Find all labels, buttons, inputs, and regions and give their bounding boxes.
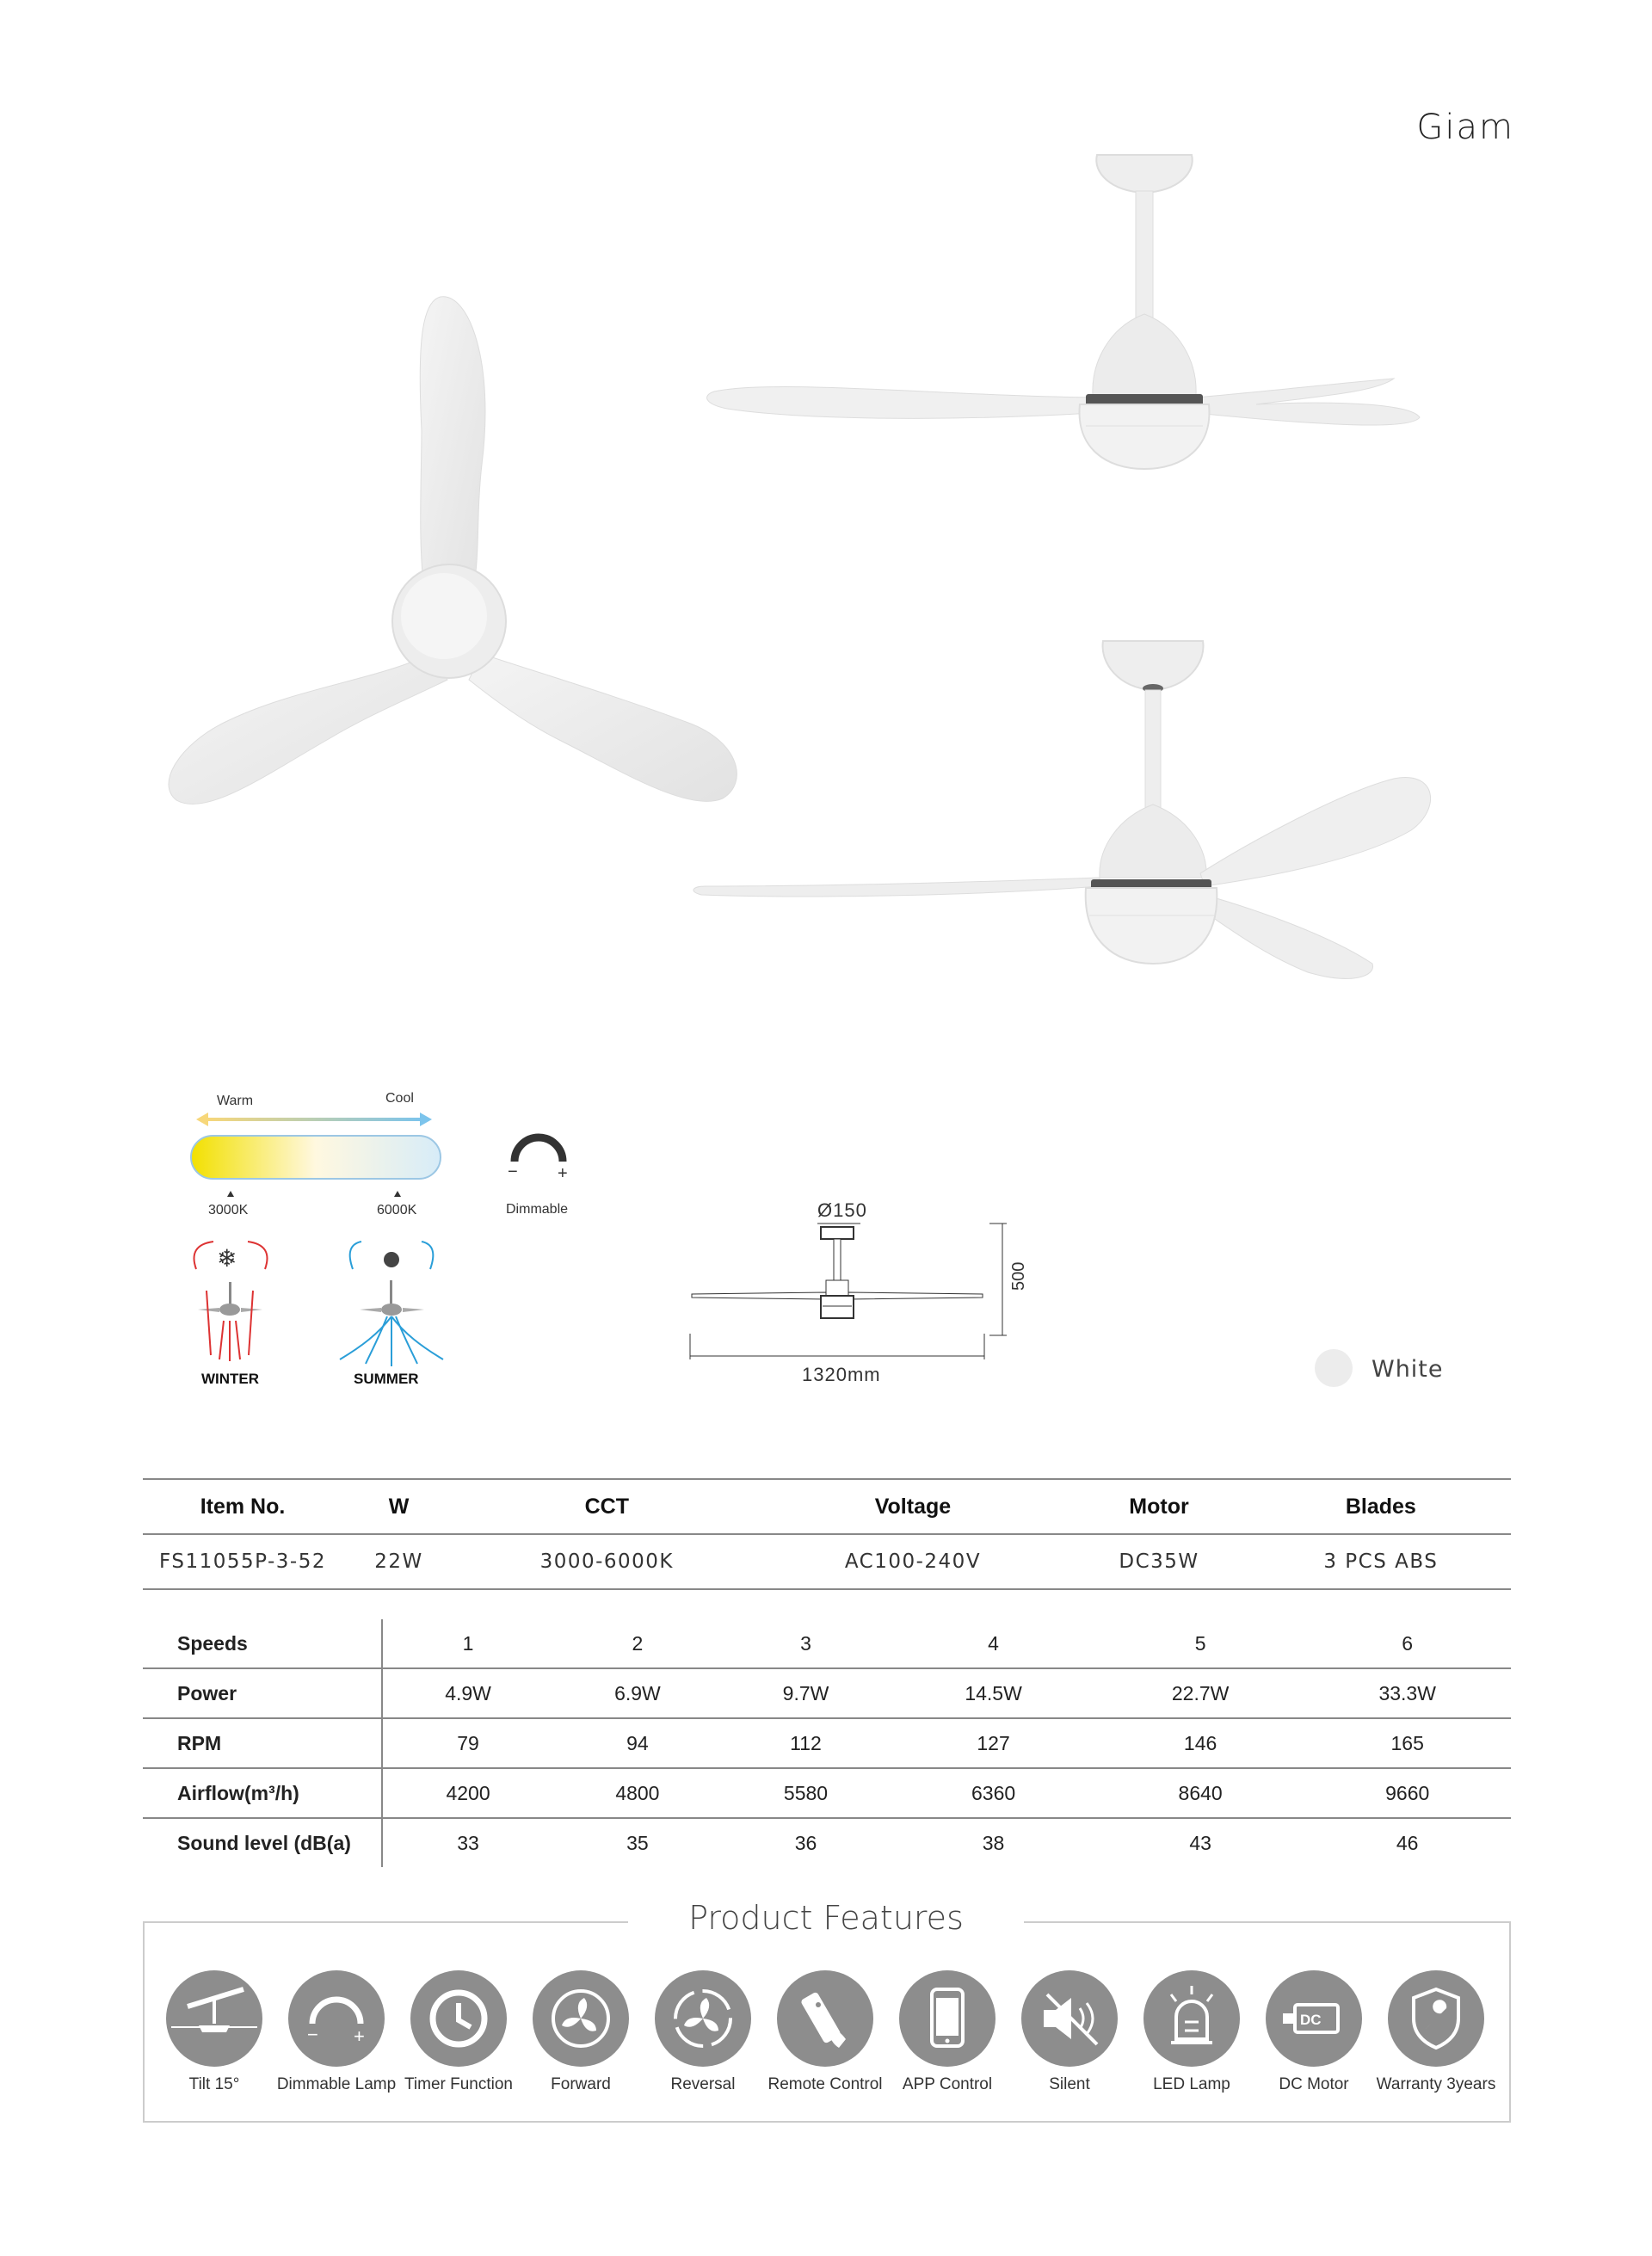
table-cell: 165	[1304, 1718, 1511, 1768]
table-cell: 8640	[1097, 1768, 1304, 1818]
table-cell: 6	[1304, 1619, 1511, 1668]
color-name: White	[1372, 1356, 1444, 1383]
dimension-drawing	[680, 1187, 1028, 1394]
feature-warranty: Warranty 3years	[1375, 1970, 1497, 2094]
spec-cell: DC35W	[1067, 1534, 1250, 1589]
speed-table	[143, 1619, 1511, 1867]
power-row	[143, 1668, 1511, 1718]
row-label: RPM	[143, 1718, 382, 1768]
table-cell: 146	[1097, 1718, 1304, 1768]
remote-icon	[777, 1970, 873, 2067]
table-cell: 6.9W	[553, 1668, 722, 1718]
speed-row	[143, 1619, 1511, 1668]
forward-icon	[533, 1970, 629, 2067]
table-cell: 127	[890, 1718, 1097, 1768]
color-swatch-white[interactable]	[1315, 1349, 1353, 1387]
table-cell: 4.9W	[382, 1668, 553, 1718]
svg-text:+: +	[558, 1164, 568, 1183]
tilt-icon	[166, 1970, 262, 2067]
width-label: 1320mm	[802, 1364, 881, 1385]
table-cell: 33	[457, 1831, 479, 1854]
cool-label: Cool	[385, 1091, 414, 1106]
feature-led: LED Lamp	[1131, 1970, 1253, 2094]
table-cell: 46	[1396, 1831, 1419, 1854]
svg-text:−: −	[508, 1162, 518, 1181]
svg-text:❄: ❄	[217, 1245, 237, 1272]
table-cell: 22.7W	[1097, 1668, 1304, 1718]
table-cell: 5	[1097, 1619, 1304, 1668]
phone-icon	[899, 1970, 996, 2067]
fan-angled-view	[693, 641, 1431, 978]
table-cell: 94	[553, 1718, 722, 1768]
summer-airflow-icon	[340, 1242, 443, 1366]
table-cell: 1	[382, 1619, 553, 1668]
feature-silent: Silent	[1008, 1970, 1131, 2094]
feature-timer: Timer Function	[398, 1970, 520, 2094]
product-images	[0, 0, 1652, 1032]
table-cell: 4	[890, 1619, 1097, 1668]
features-title: Product Features	[628, 1899, 1024, 1937]
fan-side-view	[707, 155, 1420, 469]
warranty-icon	[1388, 1970, 1484, 2067]
spec-cell: 3 PCS ABS	[1251, 1534, 1511, 1589]
spec-header: Blades	[1251, 1479, 1511, 1534]
spec-cell: FS11055P-3-52	[143, 1534, 342, 1589]
dimmable-label: Dimmable	[506, 1202, 569, 1217]
timer-icon	[410, 1970, 507, 2067]
row-label: Power	[143, 1668, 382, 1718]
table-cell: 3	[722, 1619, 891, 1668]
sound-row	[143, 1818, 1511, 1867]
table-cell: 33.3W	[1304, 1668, 1511, 1718]
rpm-row	[143, 1718, 1511, 1768]
feature-tilt: Tilt 15°	[153, 1970, 275, 2094]
fan-top-view	[169, 297, 737, 804]
summer-label: SUMMER	[354, 1371, 419, 1387]
spec-header: Voltage	[759, 1479, 1068, 1534]
spec-header: CCT	[455, 1479, 759, 1534]
spec-table	[143, 1478, 1511, 1590]
table-cell: 9660	[1304, 1768, 1511, 1818]
table-cell: 2	[553, 1619, 722, 1668]
model-name: Giam	[1416, 108, 1514, 147]
svg-text:−: −	[307, 2024, 318, 2045]
warm-label: Warm	[217, 1094, 254, 1108]
mute-icon	[1021, 1970, 1118, 2067]
spec-cell: 3000-6000K	[455, 1534, 759, 1589]
height-label: 500	[1009, 1261, 1028, 1291]
table-cell: 9.7W	[722, 1668, 891, 1718]
row-label: Speeds	[143, 1619, 382, 1668]
feature-app: APP Control	[886, 1970, 1008, 2094]
table-cell: 43	[1189, 1831, 1211, 1854]
cct-min-label: 3000K	[208, 1203, 249, 1217]
dimmable-badge-icon	[508, 1137, 568, 1183]
spec-value-row	[143, 1534, 1511, 1589]
spec-header: Motor	[1067, 1479, 1250, 1534]
spec-header-row	[143, 1479, 1511, 1534]
airflow-row	[143, 1768, 1511, 1818]
feature-remote: Remote Control	[764, 1970, 886, 2094]
feature-forward: Forward	[520, 1970, 642, 2094]
table-cell: 79	[382, 1718, 553, 1768]
cct-max-label: 6000K	[377, 1203, 417, 1217]
feature-dimmable: − + Dimmable Lamp	[275, 1970, 398, 2094]
spec-cell: AC100-240V	[759, 1534, 1068, 1589]
led-icon	[1143, 1970, 1240, 2067]
table-cell: 38	[982, 1831, 1005, 1854]
svg-text:+: +	[354, 2025, 365, 2047]
warm-cool-arrow	[196, 1113, 432, 1126]
spec-header: W	[342, 1479, 455, 1534]
feature-reversal: Reversal	[642, 1970, 764, 2094]
table-cell: 4200	[382, 1768, 553, 1818]
row-label: Sound level (dB(a)	[143, 1818, 382, 1867]
svg-text:DC: DC	[1300, 2012, 1322, 2028]
cct-bar	[191, 1136, 441, 1179]
table-cell: 6360	[890, 1768, 1097, 1818]
table-cell: 14.5W	[890, 1668, 1097, 1718]
spec-cell: 22W	[342, 1534, 455, 1589]
row-label: Airflow(m³/h)	[143, 1768, 382, 1818]
dc-motor-icon	[1266, 1970, 1362, 2067]
table-cell: 35	[626, 1831, 649, 1854]
table-cell: 36	[794, 1831, 817, 1854]
table-cell: 5580	[722, 1768, 891, 1818]
winter-airflow-icon	[194, 1242, 268, 1361]
diameter-label: Ø150	[817, 1199, 867, 1221]
feature-badges	[172, 1076, 602, 1402]
table-cell: 112	[722, 1718, 891, 1768]
winter-label: WINTER	[201, 1371, 260, 1387]
feature-dc-motor: DC DC Motor	[1253, 1970, 1375, 2094]
spec-header: Item No.	[143, 1479, 342, 1534]
reversal-icon	[655, 1970, 751, 2067]
dimmable-icon	[288, 1970, 385, 2067]
table-cell: 4800	[553, 1768, 722, 1818]
